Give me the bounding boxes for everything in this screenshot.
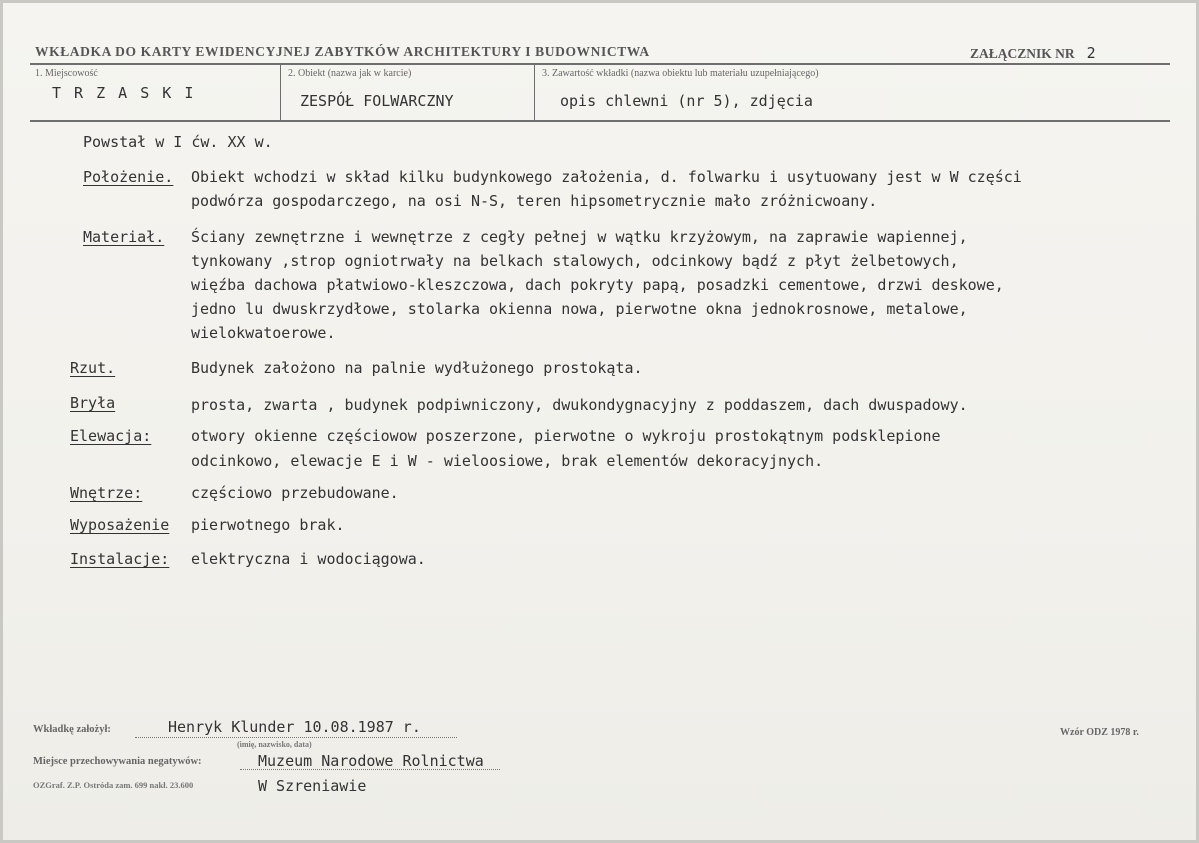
fields-rule bbox=[30, 120, 1170, 122]
field-divider-2 bbox=[534, 65, 535, 120]
print-info: OZGraf. Z.P. Ostróda zam. 699 nakł. 23.600 bbox=[33, 780, 194, 790]
section-line: otwory okienne częściowow poszerzone, pierwotne o wykroju prostokątnym podsklepione bbox=[191, 427, 941, 445]
locality-value: T R Z A S K I bbox=[52, 84, 196, 102]
section-line: odcinkowo, elewacje E i W - wieloosiowe, brak elementów dekoracyjnych. bbox=[191, 452, 824, 470]
intro-text: Powstał w I ćw. XX w. bbox=[83, 133, 273, 151]
content-value: opis chlewni (nr 5), zdjęcia bbox=[560, 92, 813, 110]
section-line: elektryczna i wodociągowa. bbox=[191, 550, 426, 568]
object-value: ZESPÓŁ FOLWARCZNY bbox=[300, 92, 454, 110]
author-dotline bbox=[135, 737, 457, 738]
header-rule bbox=[30, 63, 1170, 65]
section-label-location: Położenie. bbox=[83, 168, 174, 186]
section-label-form: Bryła bbox=[70, 394, 116, 412]
object-label: 2. Obiekt (nazwa jak w karcie) bbox=[288, 68, 412, 79]
section-line: więźba dachowa płatwiowo-kleszczowa, dach pokryty papą, posadzki cementowe, drzwi deskowe, bbox=[191, 276, 1004, 294]
author-value: Henryk Klunder 10.08.1987 r. bbox=[168, 718, 421, 736]
field-divider-1 bbox=[280, 65, 281, 120]
annex-label: ZAŁĄCZNIK NR bbox=[970, 46, 1075, 61]
section-label-elevation: Elewacja: bbox=[70, 427, 152, 445]
author-label: Wkładkę założył: bbox=[33, 724, 111, 735]
section-line: Budynek założono na palnie wydłużonego prostokąta. bbox=[191, 359, 643, 377]
section-label-interior: Wnętrze: bbox=[70, 484, 143, 502]
annex-number: 2 bbox=[1086, 44, 1096, 62]
storage-label: Miejsce przechowywania negatywów: bbox=[33, 756, 202, 767]
section-line: podwórza gospodarczego, na osi N-S, teren hipsometrycznie mało zróżnicwoany. bbox=[191, 192, 878, 210]
form-title: WKŁADKA DO KARTY EWIDENCYJNEJ ZABYTKÓW ARCHITEKTURY I BUDOWNICTWA bbox=[35, 44, 650, 59]
section-label-plan: Rzut. bbox=[70, 359, 116, 377]
section-label-furnishing: Wyposażenie bbox=[70, 516, 170, 534]
section-line: prosta, zwarta , budynek podpiwniczony, dwukondygnacyjny z poddaszem, dach dwuspadowy. bbox=[191, 396, 968, 414]
locality-label: 1. Miejscowość bbox=[35, 68, 98, 79]
storage-value-line-1: Muzeum Narodowe Rolnictwa bbox=[258, 752, 484, 770]
form-code: Wzór ODZ 1978 r. bbox=[1060, 727, 1139, 738]
section-line: jedno lu dwuskrzydłowe, stolarka okienna nowa, pierwotne okna jednokrosnowe, metalowe, bbox=[191, 300, 968, 318]
author-hint: (imię, nazwisko, data) bbox=[237, 740, 312, 749]
annex-heading bbox=[970, 44, 1096, 62]
section-label-material: Materiał. bbox=[83, 228, 165, 246]
storage-value-line-2: W Szreniawie bbox=[258, 777, 367, 795]
section-line: Obiekt wchodzi w skład kilku budynkowego założenia, d. folwarku i usytuowany jest w W części bbox=[191, 168, 1022, 186]
section-line: tynkowany ,strop ogniotrwały na belkach stalowych, odcinkowy bądź z płyt żelbetowych, bbox=[191, 252, 959, 270]
content-label: 3. Zawartość wkładki (nazwa obiektu lub materiału uzupełniającego) bbox=[542, 68, 819, 79]
section-line: Ściany zewnętrzne i wewnętrze z cegły pełnej w wątku krzyżowym, na zaprawie wapiennej, bbox=[191, 228, 968, 246]
section-line: wielokwatoerowe. bbox=[191, 324, 336, 342]
section-line: pierwotnego brak. bbox=[191, 516, 345, 534]
section-label-installations: Instalacje: bbox=[70, 550, 170, 568]
section-line: częściowo przebudowane. bbox=[191, 484, 399, 502]
